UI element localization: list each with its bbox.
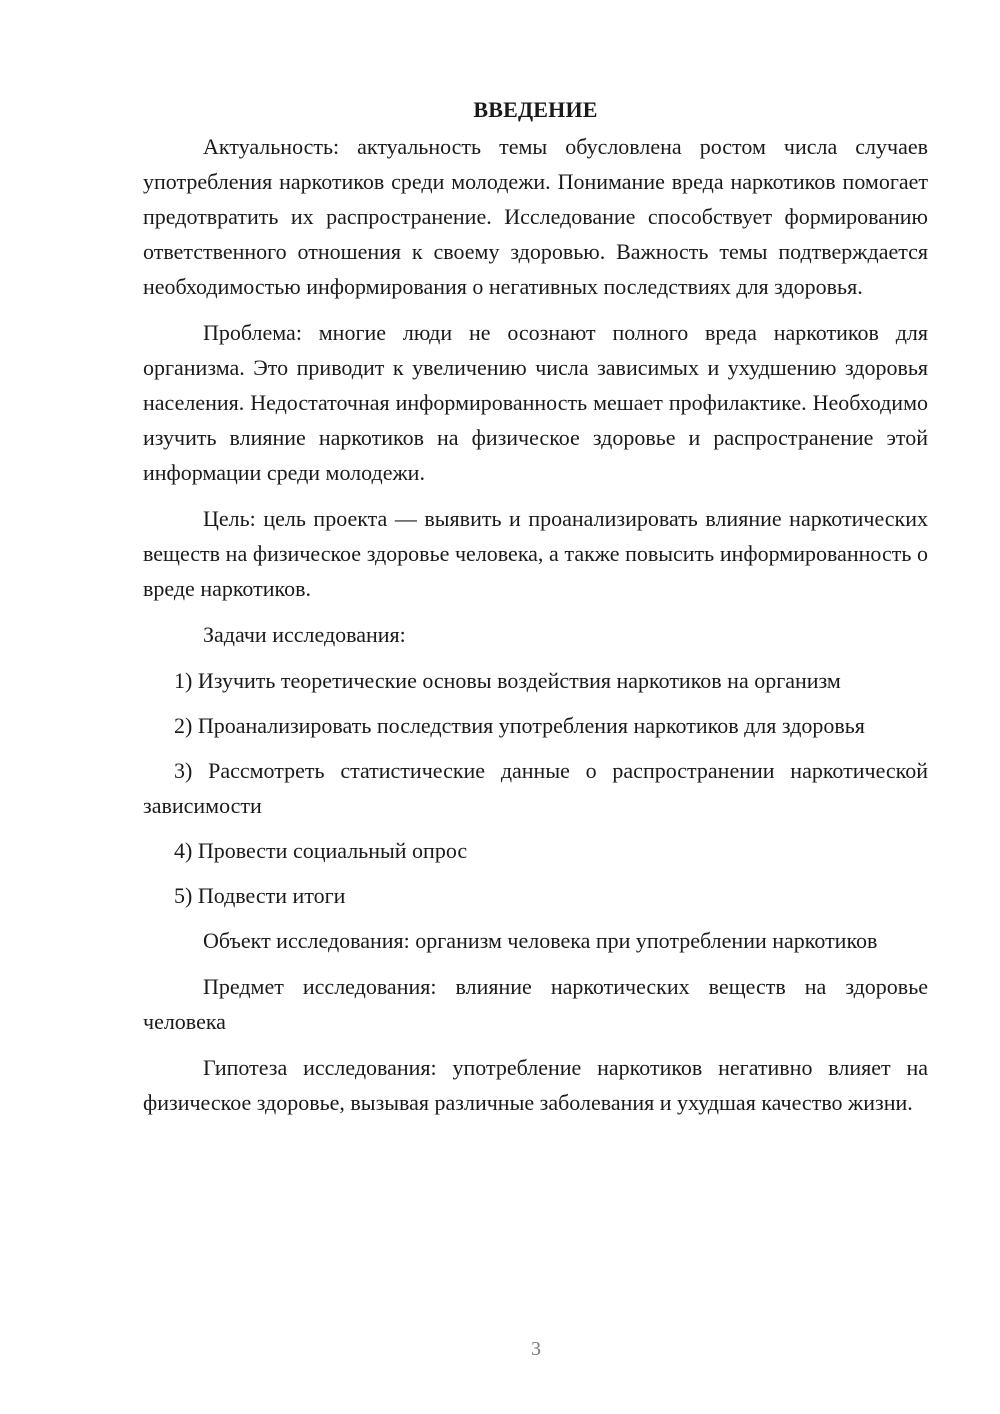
subject-paragraph: Предмет исследования: влияние наркотических веществ на здоровье человека bbox=[143, 974, 928, 1034]
relevance-paragraph: Актуальность: актуальность темы обусловлена ростом числа случаев употребления наркотиков среди молодежи. Понимание вреда наркотиков помогает предотвратить их распространение. Исследование способствует формированию ответственного отношения к своему здоровью. Важность темы подтверждается необходимостью информирования о негативных последствиях для здоровья. bbox=[143, 134, 928, 299]
task-item-4: 4) Провести социальный опрос bbox=[174, 838, 468, 863]
tasks-heading: Задачи исследования: bbox=[203, 622, 406, 647]
page-number: 3 bbox=[531, 1338, 541, 1360]
task-item-1: 1) Изучить теоретические основы воздействия наркотиков на организм bbox=[174, 668, 841, 693]
tasks-list bbox=[143, 663, 928, 913]
page-title: ВВЕДЕНИЕ bbox=[473, 97, 598, 122]
hypothesis-paragraph: Гипотеза исследования: употребление наркотиков негативно влияет на физическое здоровье, вызывая различные заболевания и ухудшая качество жизни. bbox=[143, 1055, 928, 1115]
task-item-5: 5) Подвести итоги bbox=[174, 883, 346, 908]
page-content bbox=[143, 92, 928, 1131]
problem-paragraph: Проблема: многие люди не осознают полного вреда наркотиков для организма. Это приводит к увеличению числа зависимых и ухудшению здоровья населения. Недостаточная информированность мешает профилактике. Необходимо изучить влияние наркотиков на физическое здоровье и распространение этой информации среди молодежи. bbox=[143, 320, 928, 485]
goal-paragraph: Цель: цель проекта — выявить и проанализировать влияние наркотических веществ на физическое здоровье человека, а также повысить информированность о вреде наркотиков. bbox=[143, 506, 928, 601]
object-paragraph: Объект исследования: организм человека при употреблении наркотиков bbox=[203, 928, 878, 953]
task-item-2: 2) Проанализировать последствия употребления наркотиков для здоровья bbox=[174, 713, 865, 738]
task-item-3: 3) Рассмотреть статистические данные о распространении наркотической зависимости bbox=[143, 758, 928, 818]
